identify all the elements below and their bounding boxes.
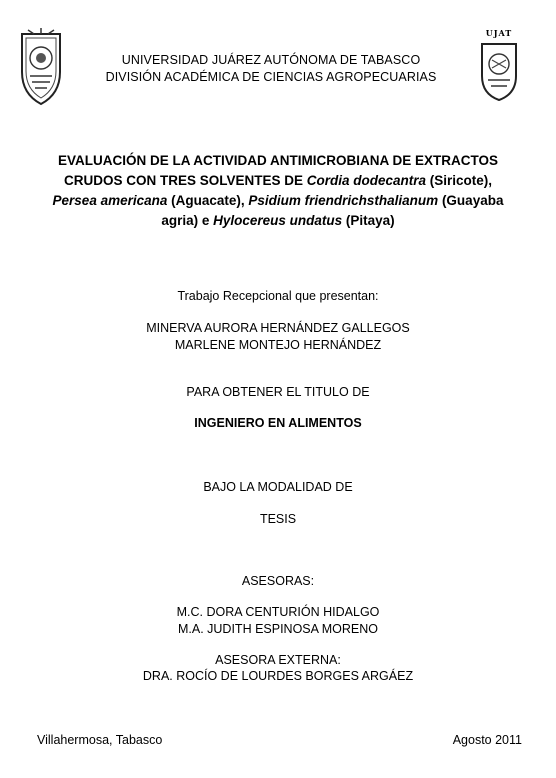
title-common-1: (Siricote), <box>426 173 493 188</box>
advisor-1: M.C. DORA CENTURIÓN HIDALGO <box>176 605 380 619</box>
footer-date: Agosto 2011 <box>452 733 522 747</box>
presented-by-label: Trabajo Recepcional que presentan: <box>177 289 379 303</box>
footer-place: Villahermosa, Tabasco <box>37 733 163 747</box>
modality-value: TESIS <box>259 512 297 526</box>
title-species-1: Cordia dodecantra <box>306 173 427 188</box>
ujat-seal-icon <box>474 38 524 102</box>
title-part1: EVALUACIÓN DE LA ACTIVIDAD ANTIMICROBIANA DE EXTRACTOS CRUDOS CON TRES SOLVENTES DE <box>57 153 498 188</box>
author-1: MINERVA AURORA HERNÁNDEZ GALLEGOS <box>146 321 410 335</box>
title-common-3: (Guayaba agria) e <box>161 193 504 228</box>
thesis-title <box>40 151 516 231</box>
advisor-2: M.A. JUDITH ESPINOSA MORENO <box>177 622 379 636</box>
author-2: MARLENE MONTEJO HERNÁNDEZ <box>174 338 382 352</box>
title-common-4: (Pitaya) <box>342 213 395 228</box>
degree-name: INGENIERO EN ALIMENTOS <box>194 416 362 430</box>
external-advisor: DRA. ROCÍO DE LOURDES BORGES ARGÁEZ <box>142 669 414 683</box>
ujat-logo-text: UJAT <box>485 28 513 38</box>
university-seal-logo <box>16 28 66 108</box>
university-name: UNIVERSIDAD JUÁREZ AUTÓNOMA DE TABASCO <box>121 53 421 67</box>
title-species-4: Hylocereus undatus <box>213 213 343 228</box>
degree-intro: PARA OBTENER EL TITULO DE <box>186 385 370 399</box>
modality-label: BAJO LA MODALIDAD DE <box>203 480 353 494</box>
advisors-label: ASESORAS: <box>241 574 315 588</box>
external-advisor-label: ASESORA EXTERNA: <box>215 653 341 667</box>
division-name: DIVISIÓN ACADÉMICA DE CIENCIAS AGROPECUARIAS <box>105 70 437 84</box>
title-species-2: Persea americana <box>52 193 168 208</box>
title-species-3: Psidium friendrichsthalianum <box>248 193 439 208</box>
title-common-2: (Aguacate), <box>167 193 249 208</box>
ujat-logo <box>474 28 524 102</box>
